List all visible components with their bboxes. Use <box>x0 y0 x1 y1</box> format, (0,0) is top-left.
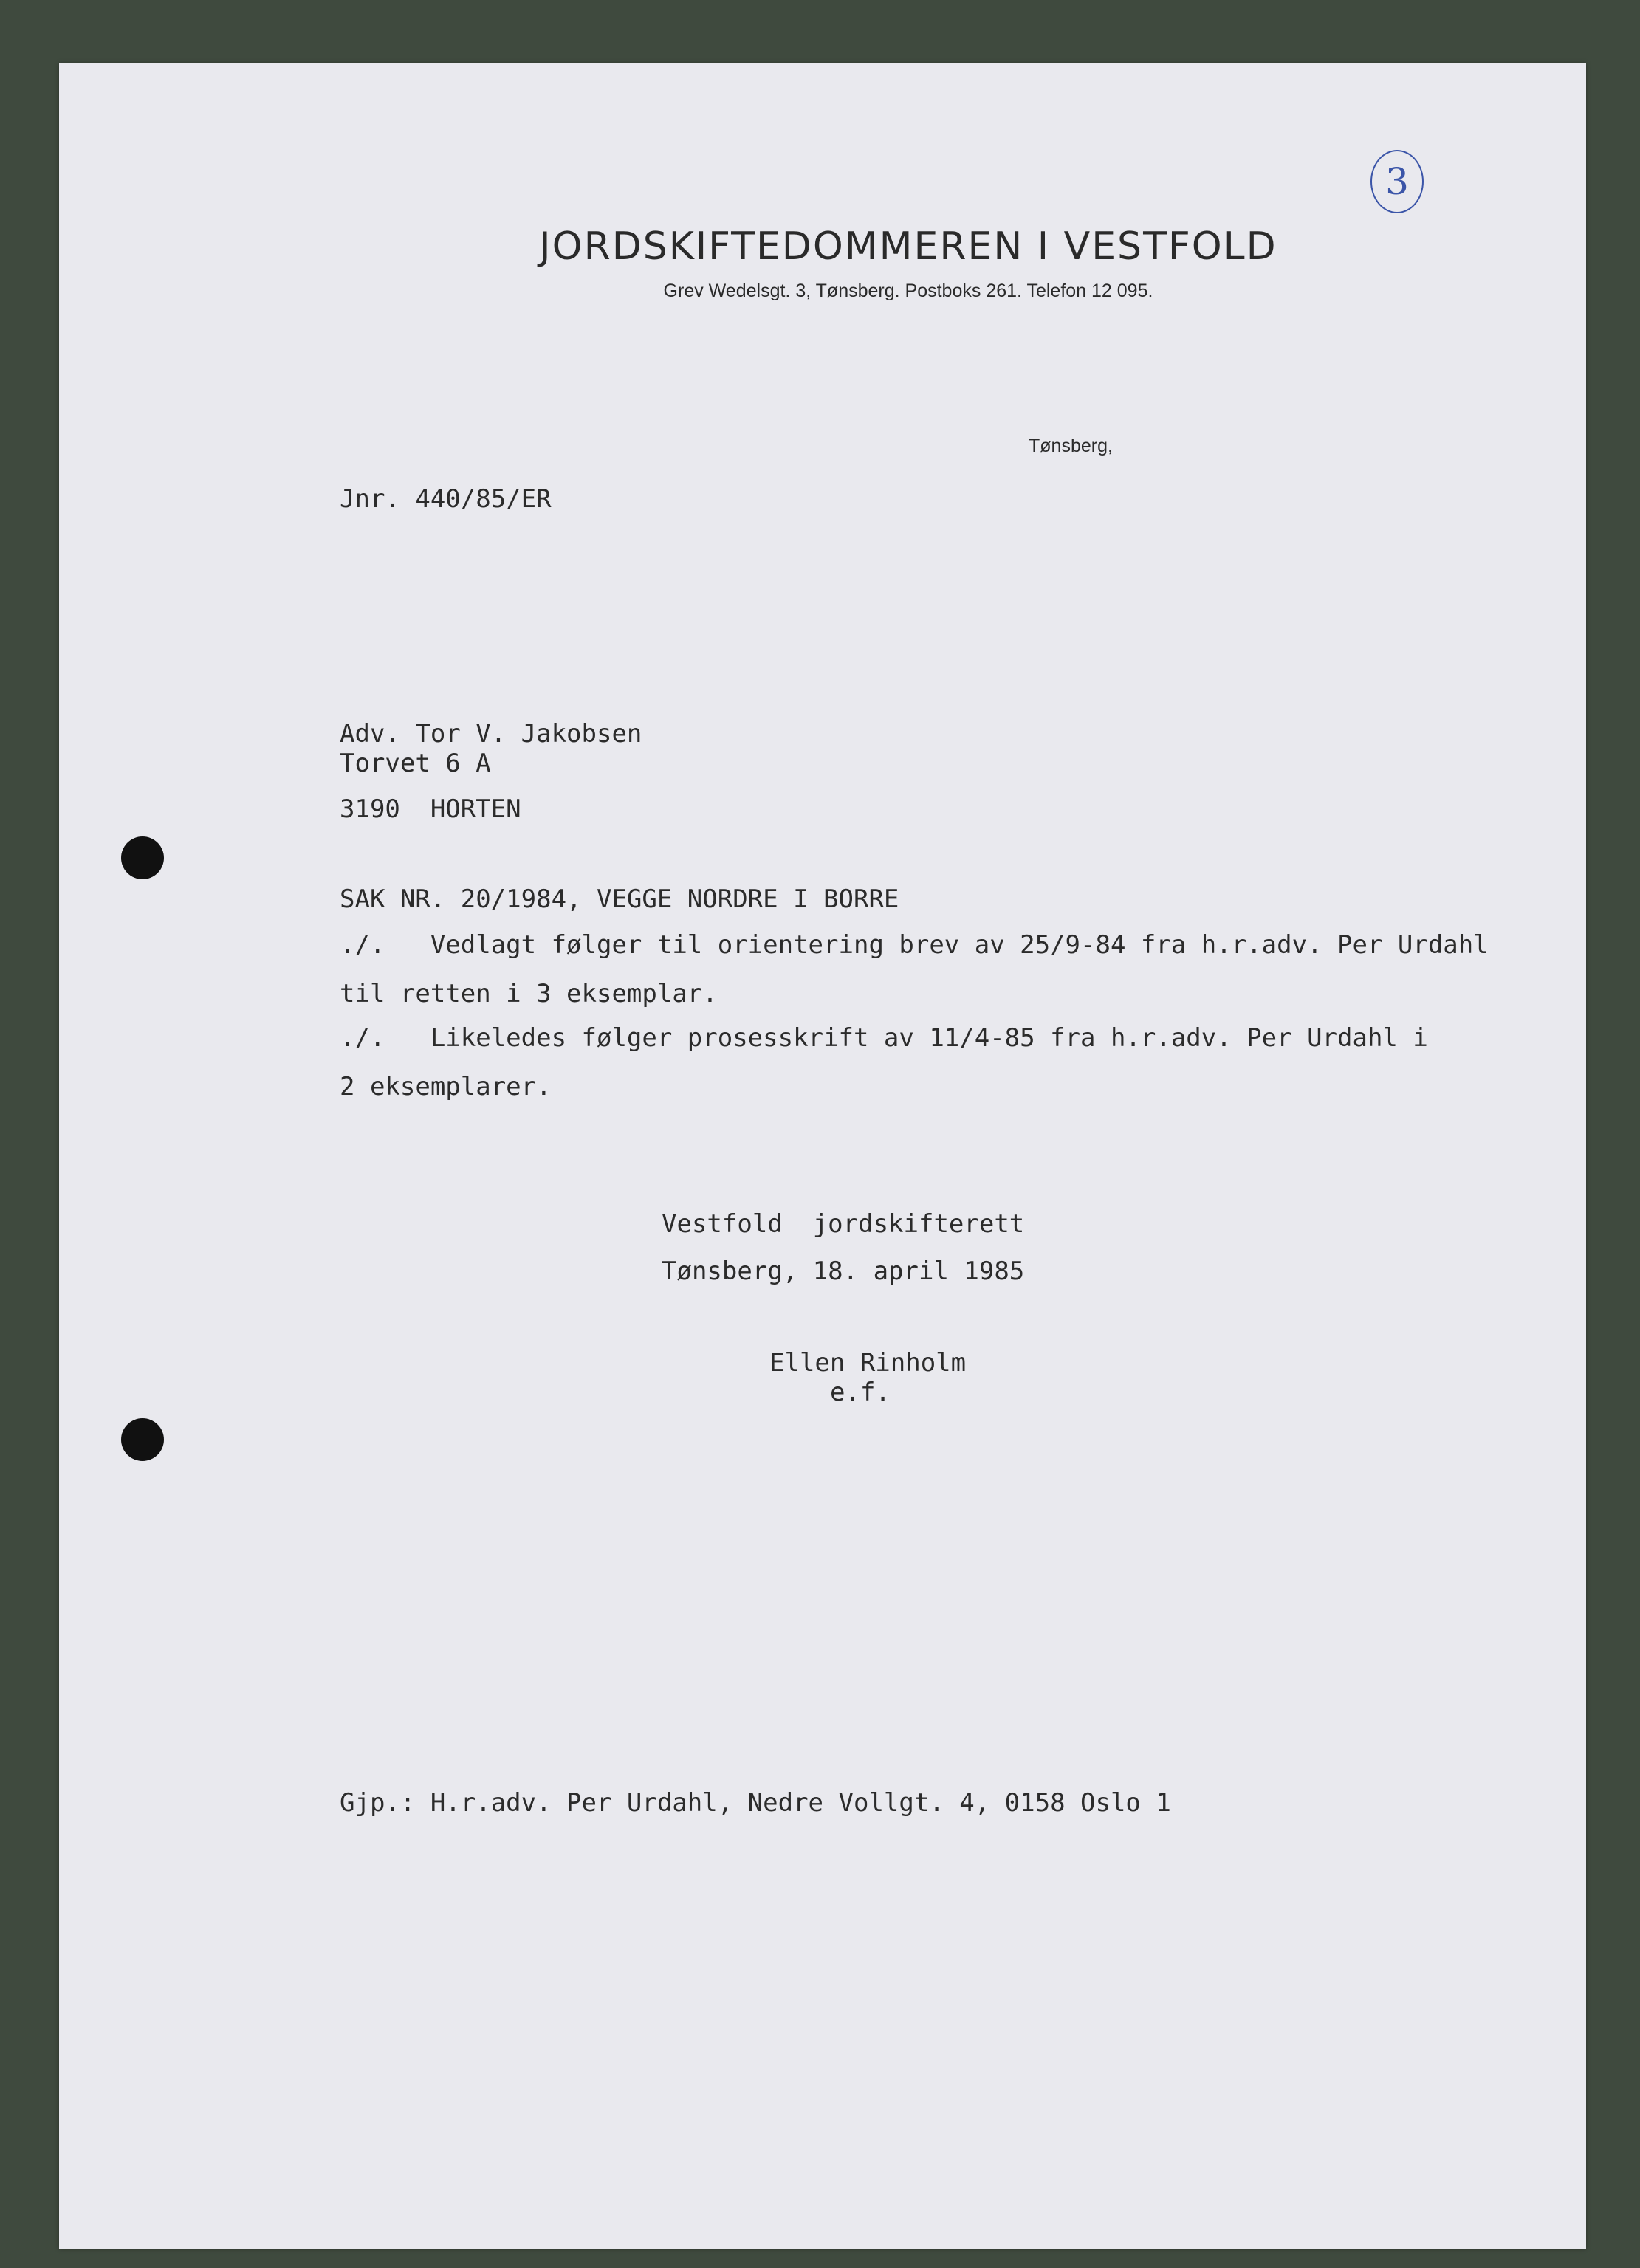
recipient-street: Torvet 6 A <box>340 749 491 778</box>
closing-court: Vestfold jordskifterett <box>662 1209 1025 1239</box>
body-line: til retten i 3 eksemplar. <box>340 979 718 1008</box>
recipient-city: 3190 HORTEN <box>340 794 521 824</box>
place-label: Tønsberg, <box>1029 436 1113 456</box>
letterhead-address: Grev Wedelsgt. 3, Tønsberg. Postboks 261. Telefon 12 095. <box>663 281 1153 301</box>
body-line: ./. Likeledes følger prosesskrift av 11/4-85 fra h.r.adv. Per Urdahl i <box>340 1023 1428 1053</box>
recipient-name: Adv. Tor V. Jakobsen <box>340 719 642 749</box>
copy-to-line: Gjp.: H.r.adv. Per Urdahl, Nedre Vollgt. 4, 0158 Oslo 1 <box>340 1788 1171 1818</box>
signer-name: Ellen Rinholm <box>769 1348 967 1378</box>
letterhead-title: JORDSKIFTEDOMMEREN I VESTFOLD <box>539 224 1277 269</box>
journal-number: Jnr. 440/85/ER <box>340 484 552 514</box>
page-number-mark: 3 <box>1370 150 1424 213</box>
signer-note: e.f. <box>830 1378 891 1407</box>
punch-hole <box>121 1418 164 1461</box>
letter-page <box>59 63 1586 2249</box>
body-line: ./. Vedlagt følger til orientering brev av 25/9-84 fra h.r.adv. Per Urdahl <box>340 930 1489 960</box>
punch-hole <box>121 836 164 879</box>
case-heading: SAK NR. 20/1984, VEGGE NORDRE I BORRE <box>340 884 899 914</box>
body-line: 2 eksemplarer. <box>340 1072 552 1102</box>
closing-date: Tønsberg, 18. april 1985 <box>662 1257 1025 1286</box>
